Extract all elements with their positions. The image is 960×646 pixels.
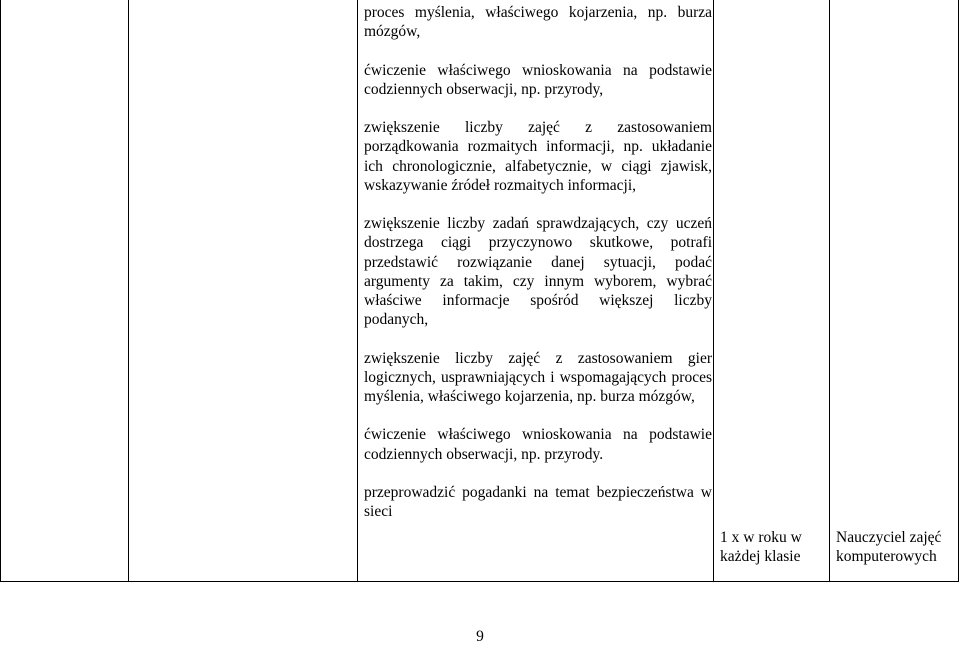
table-border-bottom [0,581,959,582]
table-column-divider-2 [357,0,358,582]
activities-cell [364,3,712,521]
frequency-cell: 1 x w roku w każdej klasie [720,529,802,566]
table-column-divider-3 [713,0,714,582]
table-column-divider-1 [128,0,129,582]
activity-paragraph: ćwiczenie właściwego wnioskowania na podstawie codziennych obserwacji, np. przyrody. [364,426,712,463]
activity-paragraph: proces myślenia, właściwego kojarzenia, np. burza mózgów, [364,4,712,41]
activity-paragraph: przeprowadzić pogadanki na temat bezpieczeństwa w sieci [364,483,712,521]
activity-paragraph: zwiększenie liczby zajęć z zastosowaniem porządkowania rozmaitych informacji, np. układanie ich chronologicznie, alfabetycznie, w ciągi zjawisk, wskazywanie źródeł rozmaitych informacji, [364,119,712,194]
page-number: 9 [476,628,484,645]
responsible-cell: Nauczyciel zajęć komputerowych [836,529,942,566]
table-border-right [958,0,959,582]
activity-paragraph: ćwiczenie właściwego wnioskowania na podstawie codziennych obserwacji, np. przyrody, [364,61,712,98]
activity-paragraph: zwiększenie liczby zajęć z zastosowaniem gier logicznych, usprawniających i wspomagających proces myślenia, właściwego kojarzenia, np. burza mózgów, [364,349,712,405]
activity-paragraph: zwiększenie liczby zadań sprawdzających, czy uczeń dostrzega ciągi przyczynowo skutkowe, potrafi przedstawić rozwiązanie danej sytuacji, podać argumenty za takim, czy innym wyborem, wybrać właściwe informacje spośród większej liczby podanych, [364,215,712,329]
table-column-divider-4 [829,0,830,582]
table-border-left [0,0,1,582]
